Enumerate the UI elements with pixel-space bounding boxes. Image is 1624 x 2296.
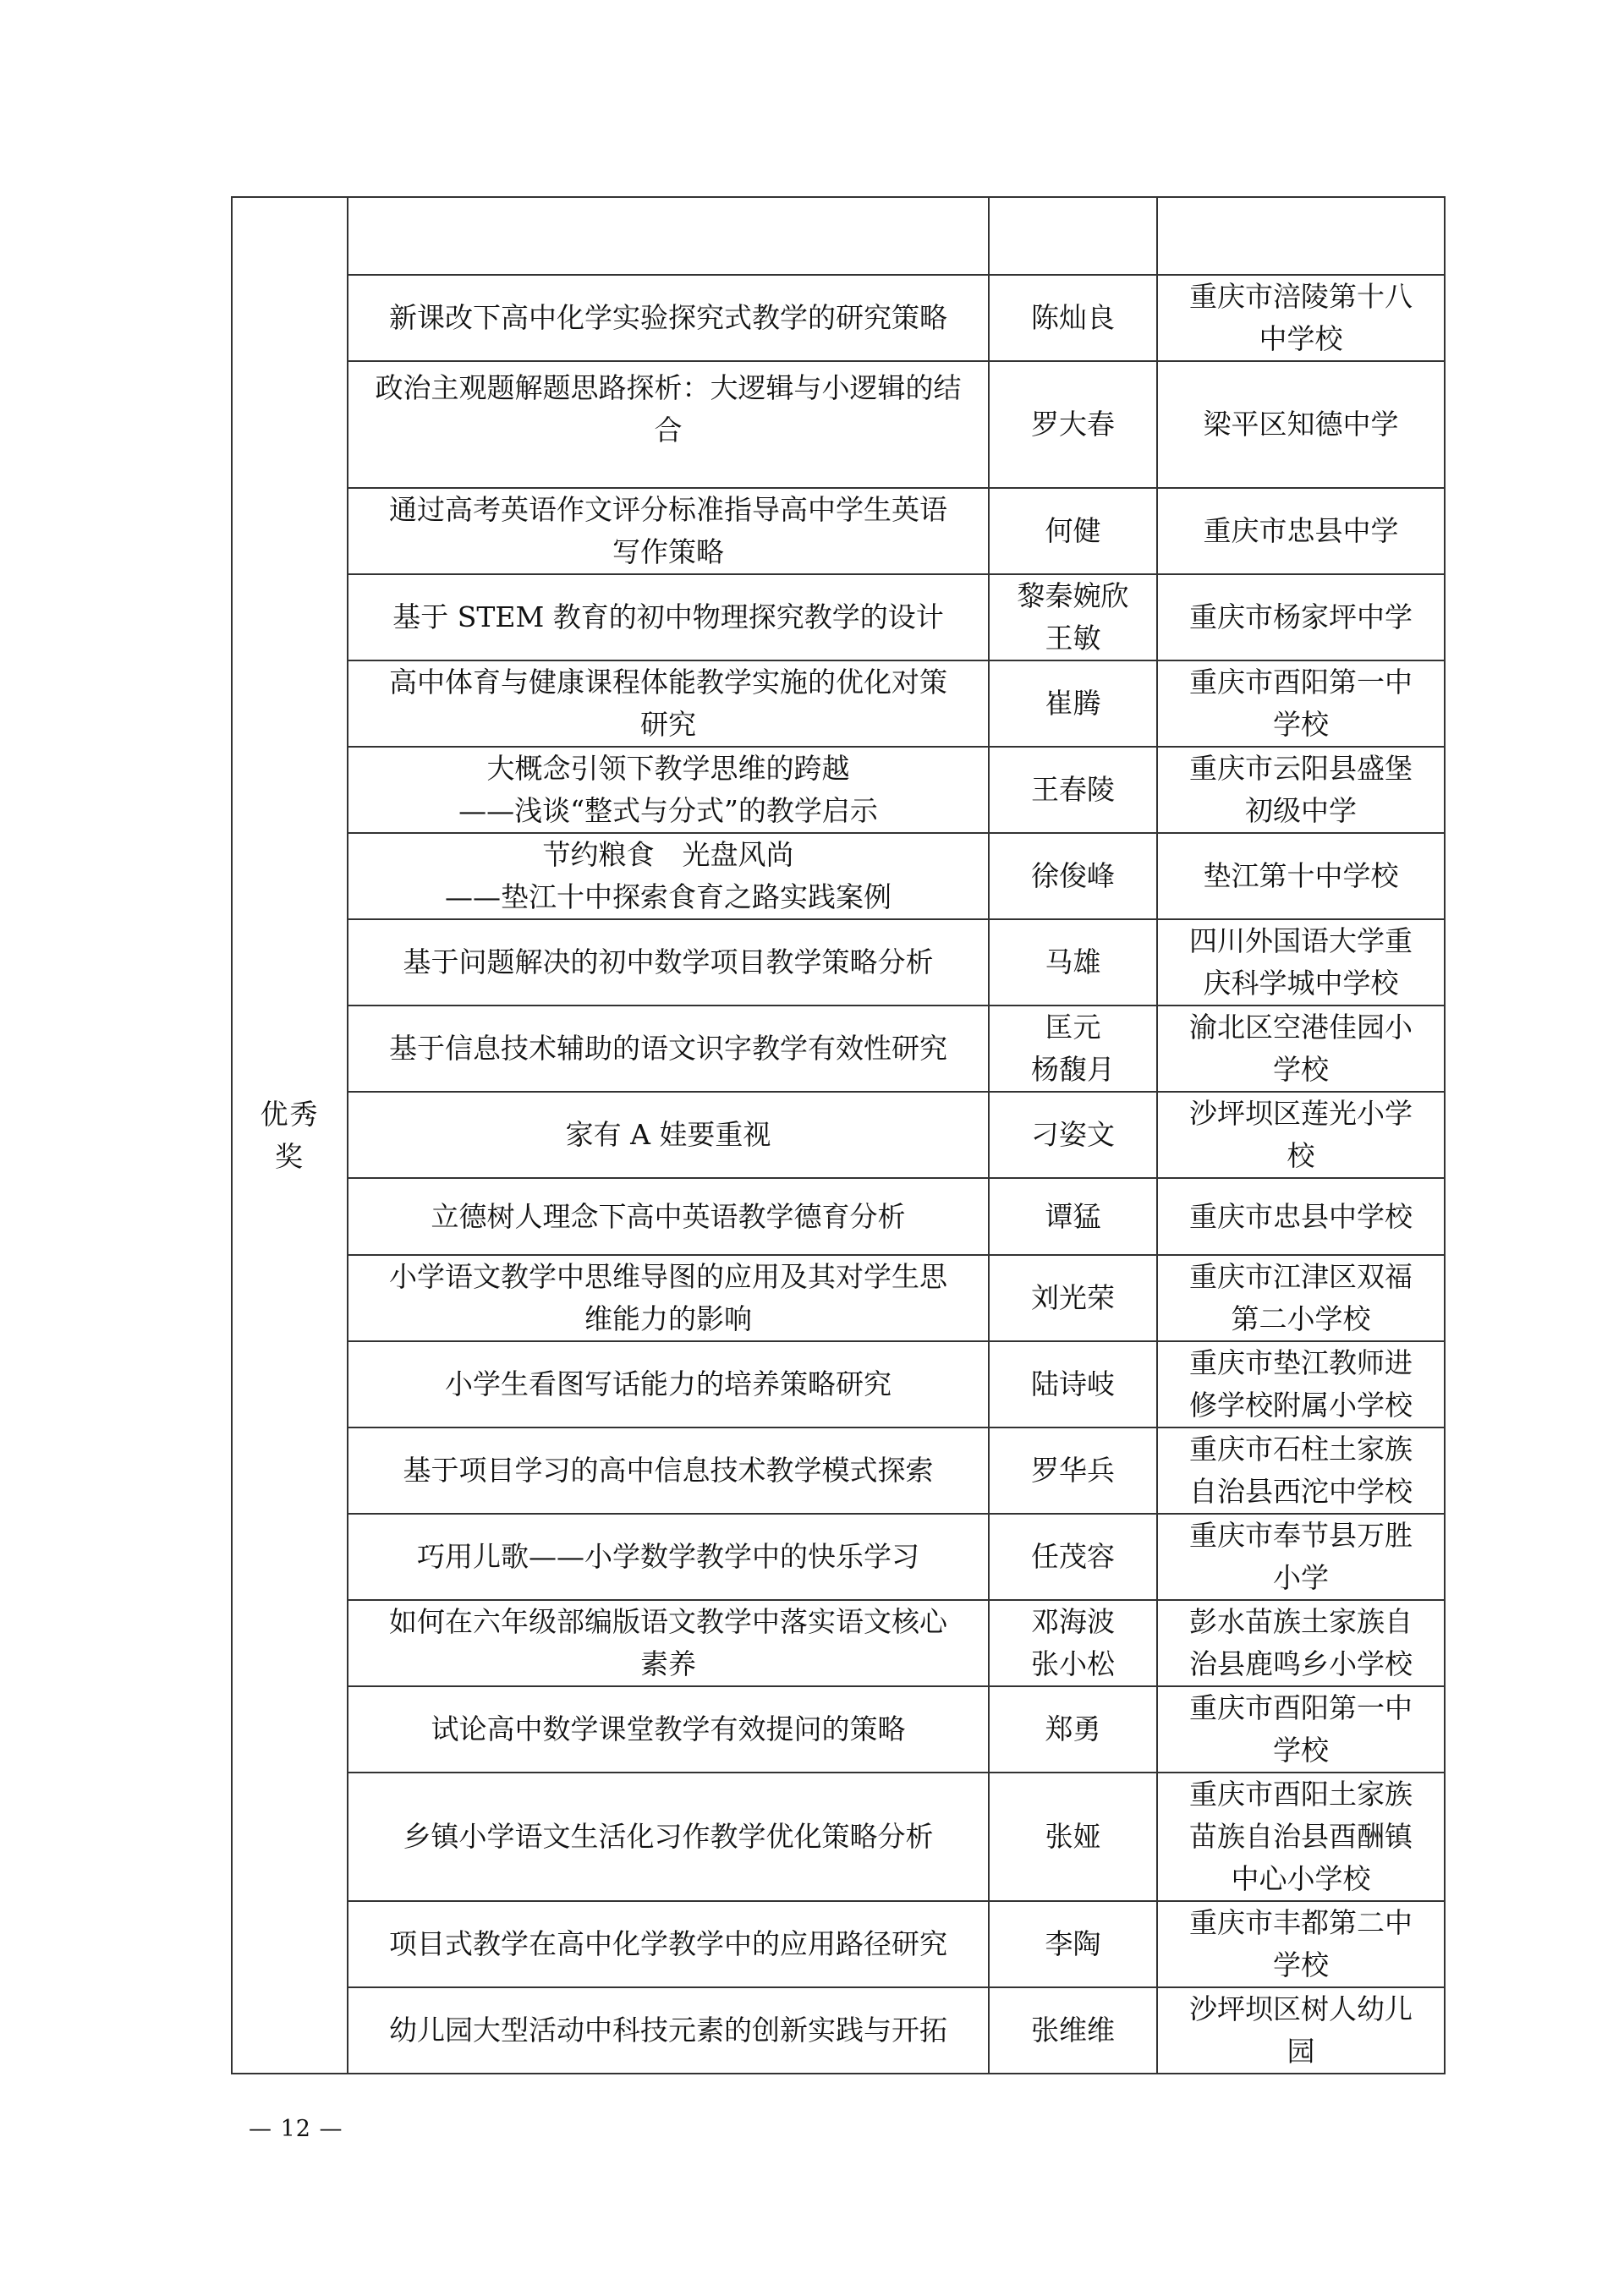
school-cell [1157, 275, 1445, 361]
title-cell [348, 1514, 989, 1600]
paper-title: 基于信息技术辅助的语文识字教学有效性研究 [389, 1032, 947, 1065]
table-row [232, 1773, 1445, 1901]
school-name: 重庆市涪陵第十八 中学校 [1189, 280, 1413, 355]
school-name: 重庆市忠县中学 [1203, 514, 1399, 547]
school-cell [1157, 1006, 1445, 1092]
paper-title: 新课改下高中化学实验探究式教学的研究策略 [389, 301, 947, 334]
author-name: 陆诗岐 [1031, 1367, 1115, 1400]
school-name: 重庆市丰都第二中 学校 [1189, 1906, 1413, 1981]
school-name: 重庆市江津区双福 第二小学校 [1189, 1260, 1413, 1335]
author-name: 王春陵 [1031, 773, 1115, 806]
paper-title: 立德树人理念下高中英语教学德育分析 [431, 1199, 906, 1233]
author-name: 罗大春 [1031, 408, 1115, 441]
table-row [232, 1092, 1445, 1178]
school-cell [1157, 919, 1445, 1006]
school-cell [1157, 1600, 1445, 1686]
paper-title: 如何在六年级部编版语文教学中落实语文核心 素养 [389, 1605, 947, 1680]
title-cell [348, 747, 989, 833]
paper-title: 政治主观题解题思路探析：大逻辑与小逻辑的结 合 [375, 371, 962, 447]
title-cell [348, 197, 989, 275]
paper-title: 基于问题解决的初中数学项目教学策略分析 [403, 945, 934, 978]
school-name: 垫江第十中学校 [1203, 859, 1399, 892]
author-name: 任茂容 [1031, 1540, 1115, 1573]
author-cell [989, 1773, 1157, 1901]
author-cell [989, 361, 1157, 488]
author-name: 匡元 杨馥月 [1031, 1011, 1115, 1086]
author-cell [989, 1514, 1157, 1600]
school-name: 重庆市杨家坪中学 [1189, 600, 1413, 633]
author-name: 刘光荣 [1031, 1281, 1115, 1314]
school-cell [1157, 1341, 1445, 1427]
paper-title: 小学语文教学中思维导图的应用及其对学生思 维能力的影响 [389, 1260, 947, 1335]
school-cell [1157, 488, 1445, 574]
author-cell [989, 747, 1157, 833]
table-row [232, 919, 1445, 1006]
paper-title: 节约粮食 光盘风尚 ——垫江十中探索食育之路实践案例 [445, 838, 892, 913]
author-cell [989, 1686, 1157, 1773]
author-name: 崔腾 [1045, 687, 1101, 720]
school-cell [1157, 747, 1445, 833]
table-row [232, 197, 1445, 275]
author-name: 何健 [1045, 514, 1101, 547]
table-row [232, 1255, 1445, 1341]
author-cell [989, 1178, 1157, 1255]
school-cell [1157, 1427, 1445, 1514]
school-name: 重庆市石柱土家族 自治县西沱中学校 [1189, 1433, 1413, 1508]
title-cell [348, 488, 989, 574]
title-cell [348, 1773, 989, 1901]
author-cell [989, 1092, 1157, 1178]
award-table [231, 196, 1446, 2074]
author-cell [989, 833, 1157, 919]
paper-title: 小学生看图写话能力的培养策略研究 [445, 1367, 892, 1400]
author-cell [989, 1427, 1157, 1514]
author-cell [989, 1255, 1157, 1341]
author-cell [989, 1341, 1157, 1427]
author-name: 李陶 [1045, 1927, 1101, 1960]
author-cell [989, 1901, 1157, 1987]
award-level-cell [232, 197, 348, 2074]
author-cell [989, 488, 1157, 574]
table-row [232, 1686, 1445, 1773]
table-row [232, 1178, 1445, 1255]
author-cell [989, 197, 1157, 275]
school-name: 彭水苗族土家族自 治县鹿鸣乡小学校 [1189, 1605, 1413, 1680]
author-name: 马雄 [1045, 945, 1101, 978]
school-name: 重庆市酉阳第一中 学校 [1189, 666, 1413, 741]
paper-title: 通过高考英语作文评分标准指导高中学生英语 写作策略 [389, 493, 947, 568]
author-name: 陈灿良 [1031, 301, 1115, 334]
author-name: 邓海波 张小松 [1031, 1605, 1115, 1680]
school-cell [1157, 1255, 1445, 1341]
table-row [232, 833, 1445, 919]
school-cell [1157, 574, 1445, 660]
author-cell [989, 919, 1157, 1006]
author-name: 徐俊峰 [1031, 859, 1115, 892]
paper-title: 幼儿园大型活动中科技元素的创新实践与开拓 [389, 2014, 947, 2047]
school-name: 重庆市酉阳第一中 学校 [1189, 1691, 1413, 1767]
author-name: 郑勇 [1045, 1712, 1101, 1745]
paper-title: 高中体育与健康课程体能教学实施的优化对策 研究 [389, 666, 947, 741]
table-row [232, 1514, 1445, 1600]
school-name: 渝北区空港佳园小 学校 [1189, 1011, 1413, 1086]
paper-title: 项目式教学在高中化学教学中的应用路径研究 [389, 1927, 947, 1960]
title-cell [348, 574, 989, 660]
title-cell [348, 1427, 989, 1514]
paper-title: 试论高中数学课堂教学有效提问的策略 [431, 1712, 906, 1745]
school-name: 梁平区知德中学 [1203, 408, 1399, 441]
author-cell [989, 1600, 1157, 1686]
school-cell [1157, 660, 1445, 747]
page-number: — 12 — [249, 2116, 343, 2142]
title-cell [348, 361, 989, 488]
school-name: 重庆市奉节县万胜 小学 [1189, 1519, 1413, 1594]
author-name: 刁姿文 [1031, 1118, 1115, 1151]
title-cell [348, 660, 989, 747]
table-row [232, 1427, 1445, 1514]
table-row [232, 1987, 1445, 2074]
school-cell [1157, 1178, 1445, 1255]
author-cell [989, 660, 1157, 747]
table-row [232, 361, 1445, 488]
table-row [232, 1600, 1445, 1686]
title-cell [348, 833, 989, 919]
author-name: 张维维 [1031, 2014, 1115, 2047]
title-cell [348, 1341, 989, 1427]
title-cell [348, 1987, 989, 2074]
author-cell [989, 275, 1157, 361]
author-name: 黎秦婉欣 王敏 [1017, 579, 1129, 655]
table-row [232, 1006, 1445, 1092]
school-cell [1157, 1901, 1445, 1987]
school-name: 四川外国语大学重 庆科学城中学校 [1189, 924, 1413, 1000]
title-cell [348, 275, 989, 361]
table-row [232, 574, 1445, 660]
award-level: 优秀奖 [260, 1097, 320, 1173]
table-row [232, 747, 1445, 833]
table-row [232, 660, 1445, 747]
school-cell [1157, 833, 1445, 919]
table-row [232, 1341, 1445, 1427]
title-cell [348, 1092, 989, 1178]
title-cell [348, 1686, 989, 1773]
table-row [232, 488, 1445, 574]
title-cell [348, 1255, 989, 1341]
paper-title: 乡镇小学语文生活化习作教学优化策略分析 [403, 1820, 934, 1853]
author-name: 罗华兵 [1031, 1454, 1115, 1487]
paper-title: 基于项目学习的高中信息技术教学模式探索 [403, 1454, 934, 1487]
school-name: 重庆市云阳县盛堡 初级中学 [1189, 752, 1413, 827]
title-cell [348, 919, 989, 1006]
school-name: 沙坪坝区莲光小学 校 [1189, 1097, 1413, 1172]
paper-title: 巧用儿歌——小学数学教学中的快乐学习 [417, 1540, 919, 1573]
school-cell [1157, 1514, 1445, 1600]
table-row [232, 1901, 1445, 1987]
author-cell [989, 1987, 1157, 2074]
title-cell [348, 1901, 989, 1987]
author-cell [989, 574, 1157, 660]
school-cell [1157, 1987, 1445, 2074]
school-cell [1157, 1773, 1445, 1901]
school-cell [1157, 361, 1445, 488]
table-row [232, 275, 1445, 361]
title-cell [348, 1006, 989, 1092]
school-name: 重庆市垫江教师进 修学校附属小学校 [1189, 1346, 1413, 1422]
school-name: 重庆市酉阳土家族 苗族自治县酉酬镇 中心小学校 [1189, 1778, 1413, 1895]
title-cell [348, 1600, 989, 1686]
paper-title: 基于 STEM 教育的初中物理探究教学的设计 [392, 600, 944, 633]
school-name: 沙坪坝区树人幼儿 园 [1189, 1992, 1413, 2068]
school-cell [1157, 1092, 1445, 1178]
school-name: 重庆市忠县中学校 [1189, 1199, 1413, 1233]
paper-title: 家有 A 娃要重视 [565, 1118, 771, 1151]
school-cell [1157, 197, 1445, 275]
school-cell [1157, 1686, 1445, 1773]
author-cell [989, 1006, 1157, 1092]
author-name: 张娅 [1045, 1820, 1101, 1853]
title-cell [348, 1178, 989, 1255]
author-name: 谭猛 [1045, 1199, 1101, 1233]
paper-title: 大概念引领下教学思维的跨越 ——浅谈“整式与分式”的教学启示 [458, 752, 878, 827]
